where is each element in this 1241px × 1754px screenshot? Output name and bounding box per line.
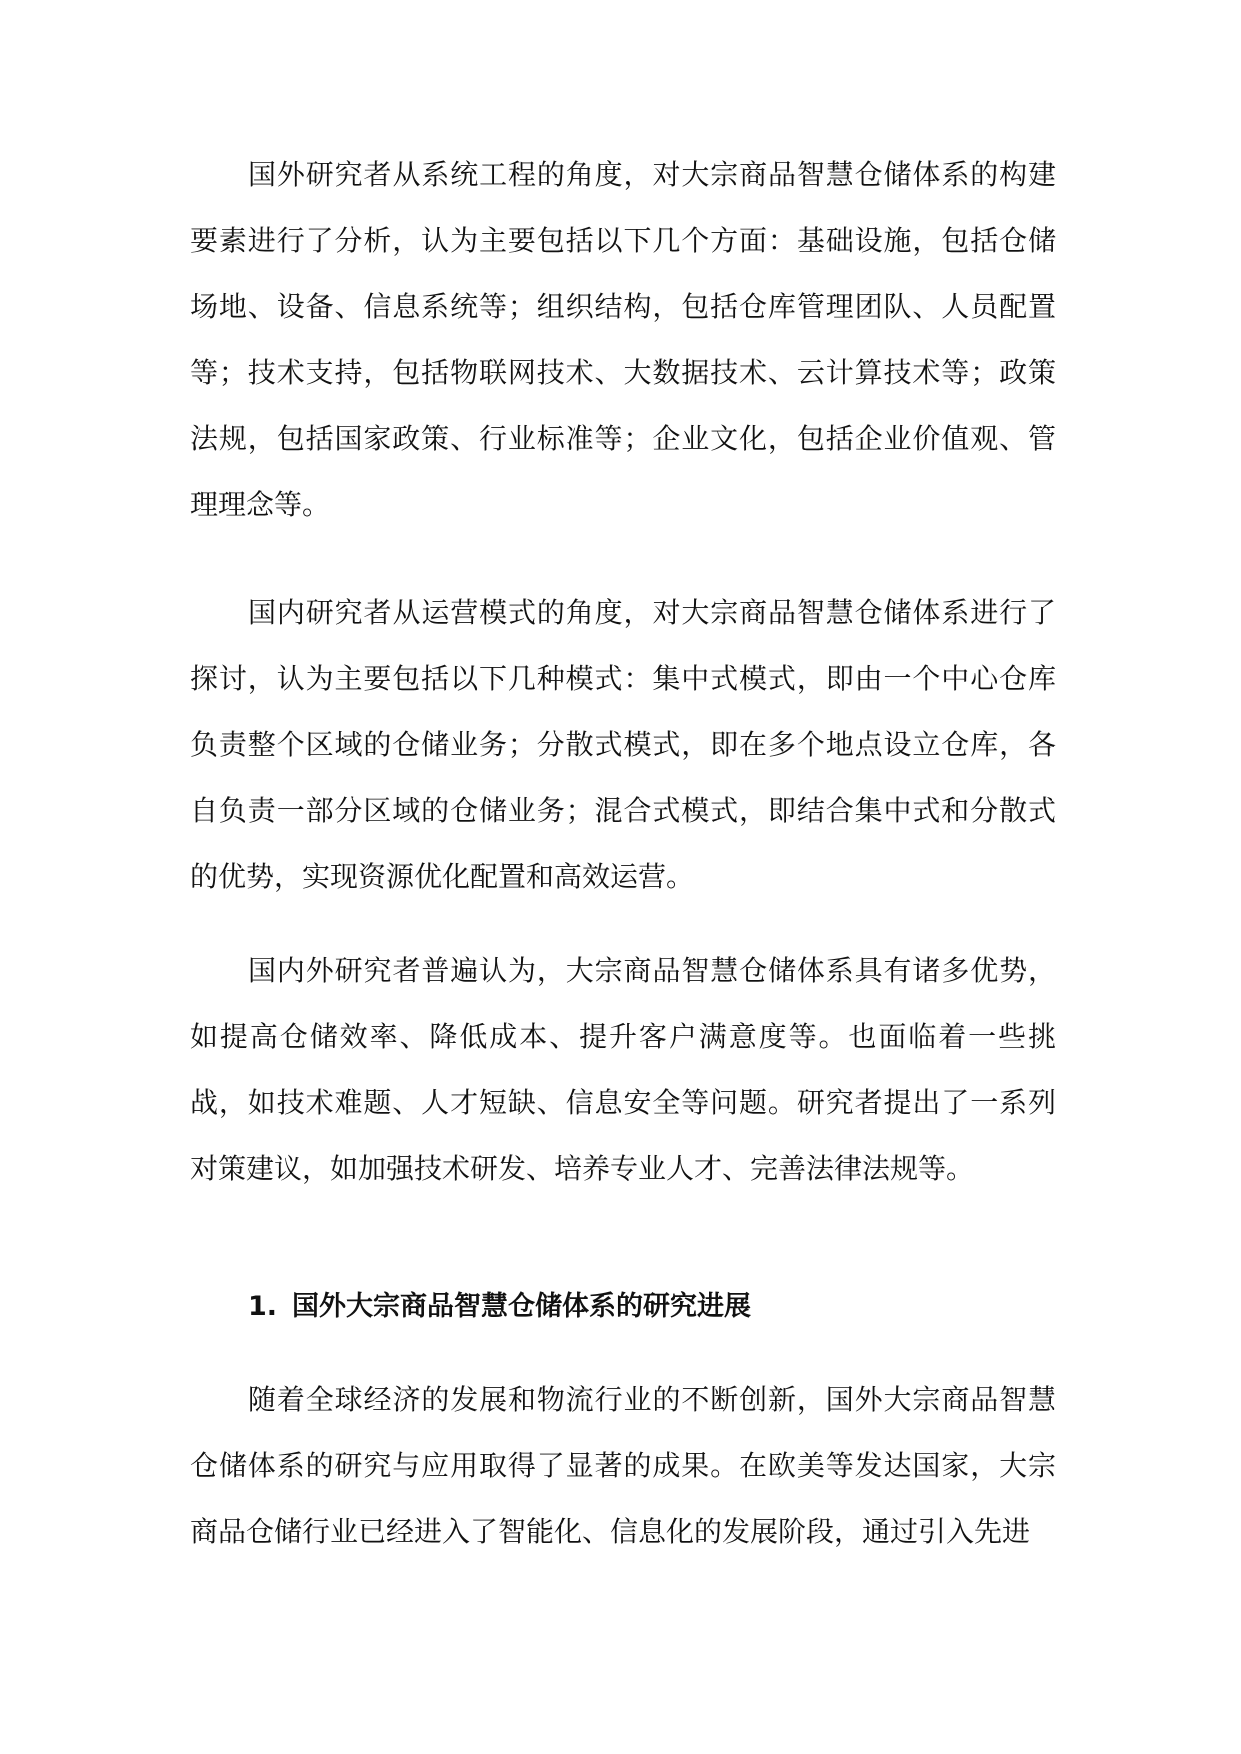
- paragraph-foreign-system-elements: 国外研究者从系统工程的角度，对大宗商品智慧仓储体系的构建要素进行了分析，认为主要包括以下几个方面：基础设施，包括仓储场地、设备、信息系统等；组织结构，包括仓库管理团队、人员配置等；技术支持，包括物联网技术、大数据技术、云计算技术等；政策法规，包括国家政策、行业标准等；企业文化，包括企业价值观、管理理念等。: [190, 158, 1056, 521]
- section-heading: [248, 1274, 1056, 1340]
- paragraph-domestic-operating-models: 国内研究者从运营模式的角度，对大宗商品智慧仓储体系进行了探讨，认为主要包括以下几种模式：集中式模式，即由一个中心仓库负责整个区域的仓储业务；分散式模式，即在多个地点设立仓库，各自负责一部分区域的仓储业务；混合式模式，即结合集中式和分散式的优势，实现资源优化配置和高效运营。: [190, 596, 1056, 893]
- section-heading-title: 国外大宗商品智慧仓储体系的研究进展: [292, 1291, 751, 1322]
- paragraph-advantages-and-challenges: 国内外研究者普遍认为，大宗商品智慧仓储体系具有诸多优势，如提高仓储效率、降低成本、提升客户满意度等。也面临着一些挑战，如技术难题、人才短缺、信息安全等问题。研究者提出了一系列对策建议，如加强技术研发、培养专业人才、完善法律法规等。: [190, 954, 1056, 1185]
- paragraph-foreign-research-progress: 随着全球经济的发展和物流行业的不断创新，国外大宗商品智慧仓储体系的研究与应用取得了显著的成果。在欧美等发达国家，大宗商品仓储行业已经进入了智能化、信息化的发展阶段，通过引入先进: [190, 1383, 1056, 1548]
- section-heading-number: 1.: [248, 1291, 278, 1322]
